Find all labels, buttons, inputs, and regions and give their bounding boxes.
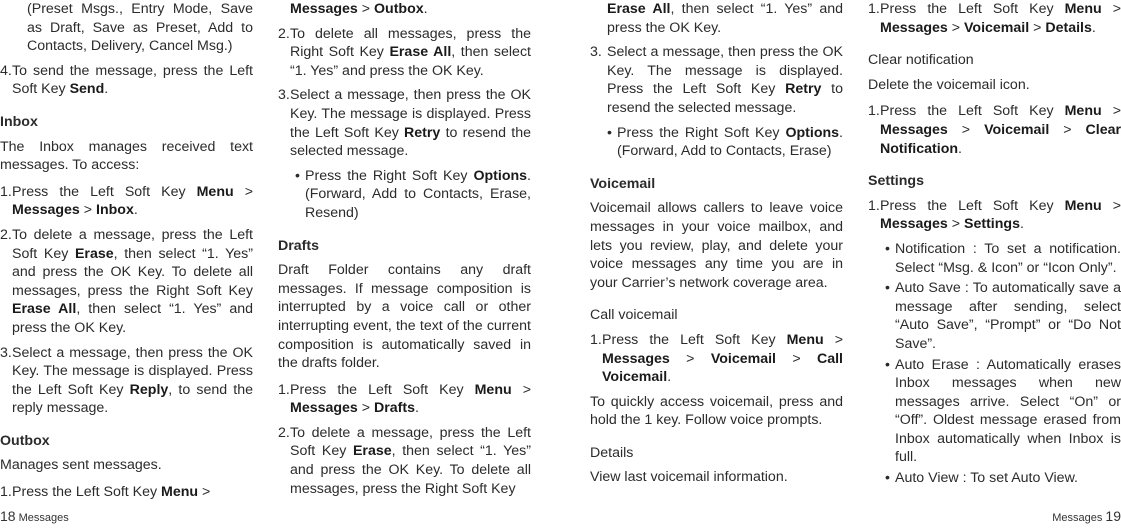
step-text: , then select “1. Yes” and press the OK Key. To delete all messages, press the Right Soft Key: [290, 443, 531, 497]
column-2: [278, 0, 531, 504]
clear-notification-intro: Delete the voicemail icon.: [868, 76, 1030, 93]
inbox-heading: Inbox: [0, 113, 38, 130]
messages-label: Messages: [880, 121, 948, 138]
messages-label: Messages: [880, 216, 948, 233]
options-label: Options: [473, 167, 528, 184]
step-text: >: [947, 216, 964, 233]
voicemail-label: Voicemail: [984, 121, 1050, 138]
step-text: >: [1049, 121, 1086, 138]
bullet-icon: •: [885, 280, 890, 297]
step-text: Press the Left Soft Key: [880, 1, 1065, 17]
step-number: 1.: [868, 197, 880, 214]
step-text: >: [776, 350, 817, 367]
details-step-1: [868, 0, 1121, 37]
step-number: 1.: [0, 183, 12, 200]
send-step: [0, 62, 253, 99]
drafts-label: Drafts: [374, 400, 415, 417]
step-text: to resend the selected message.: [290, 124, 531, 160]
bullet-text: Press the Right Soft Key: [305, 167, 474, 184]
erase-all-label: Erase All: [389, 44, 452, 61]
erase-label: Erase: [74, 245, 114, 262]
outbox-step-2: [278, 25, 531, 81]
step-number: 4.: [0, 62, 12, 79]
bullet-text: Press the Right Soft Key: [617, 124, 786, 141]
drafts-step-2: [278, 424, 531, 498]
call-voicemail-heading: Call voicemail: [590, 307, 678, 324]
page-number-left: 18: [0, 508, 16, 525]
drafts-step-2-continued: [590, 0, 843, 37]
voicemail-label: Voicemail: [964, 19, 1030, 36]
settings-heading: Settings: [868, 173, 924, 190]
step-text: .: [423, 1, 428, 17]
menu-key-label: Menu: [1064, 103, 1102, 120]
details-label: Details: [1045, 19, 1092, 36]
voicemail-label: Voicemail: [710, 350, 776, 367]
messages-label: Messages: [12, 202, 80, 219]
step-number: 3.: [0, 344, 12, 361]
erase-label: Erase: [352, 443, 392, 460]
page-number-right: 19: [1105, 508, 1121, 525]
step-number: 2.: [0, 226, 12, 243]
quick-access-note: To quickly access voicemail, press and hold the 1 key. Follow voice prompts.: [590, 393, 843, 429]
step-text: , then select “1. Yes” and press the OK Key. To delete all messages, press the Right Soft Key: [12, 245, 253, 299]
column-3: [590, 0, 843, 495]
drafts-step-1: [278, 381, 531, 418]
inbox-step-3: [0, 344, 253, 418]
step-text: >: [1101, 103, 1121, 120]
step-text: >: [357, 1, 374, 17]
step-text: .: [1091, 19, 1096, 36]
section-label-left: Messages: [18, 512, 69, 525]
step-text: Select a message, then press the OK Key. The message is displayed. Press the Left Soft Key: [607, 44, 843, 98]
bullet-text: . (Forward, Add to Contacts, Erase, Resend): [305, 167, 531, 221]
bullet-text: Notification : To set a notification. Select “Msg. & Icon” or “Icon Only”.: [895, 240, 1121, 276]
step-text: Select a message, then press the OK Key. The message is displayed. Press the Left Soft Key: [290, 87, 531, 141]
retry-label: Retry: [404, 124, 441, 141]
call-voicemail-label: Call Voicemail: [602, 350, 844, 386]
drafts-options-bullet: [590, 124, 843, 161]
step-number: 1.: [0, 484, 12, 501]
drafts-step-3: [590, 43, 843, 117]
step-text: , then select “1. Yes” and press the OK Key.: [290, 44, 531, 79]
step-number: 3.: [278, 87, 290, 104]
bullet-icon: •: [885, 470, 890, 487]
step-text: >: [511, 381, 531, 398]
footer-right: [1048, 507, 1121, 528]
menu-key-label: Menu: [1064, 197, 1102, 214]
step-text: >: [233, 183, 253, 200]
step-text: , then select “1. Yes” and press the OK Key.: [607, 1, 844, 36]
step-text: >: [1101, 197, 1121, 214]
step-text: to resend the selected message.: [607, 81, 843, 116]
messages-label: Messages: [290, 1, 358, 17]
step-number: 3.: [590, 44, 602, 61]
outbox-label: Outbox: [374, 1, 424, 17]
step-text: Select a message, then press the OK Key. The message is displayed. Press the Left Soft Key: [12, 344, 253, 398]
step-text: .: [667, 369, 672, 386]
settings-label: Settings: [964, 216, 1020, 233]
step-text: .: [133, 202, 138, 219]
outbox-options-bullet: [278, 167, 531, 223]
bullet-text: Auto View : To set Auto View.: [895, 470, 1078, 487]
call-voicemail-step-1: [590, 331, 843, 387]
bullet-icon: •: [885, 240, 890, 257]
auto-save-bullet: [868, 279, 1121, 353]
drafts-intro: Draft Folder contains any draft messages. If message composition is interrupted by a voice call or other interrupting event, the text of the current composition is automatically saved in the drafts folder.: [278, 262, 531, 372]
step-text: Press the Left Soft Key: [602, 331, 787, 348]
messages-label: Messages: [880, 19, 948, 36]
inbox-step-2: [0, 226, 253, 338]
settings-step-1: [868, 197, 1121, 234]
auto-view-bullet: [868, 469, 1121, 488]
step-number: 1.: [590, 331, 602, 348]
step-text: >: [79, 202, 96, 219]
step-text: >: [1101, 1, 1121, 17]
erase-all-label: Erase All: [607, 1, 671, 17]
details-heading: Details: [590, 444, 634, 461]
column-4: [868, 0, 1121, 490]
step-text: , to send the reply message.: [12, 381, 253, 417]
step-text: >: [823, 331, 843, 348]
retry-label: Retry: [785, 81, 822, 98]
clear-notification-label: Clear Notification: [880, 121, 1121, 157]
auto-erase-bullet: [868, 356, 1121, 468]
outbox-intro: Manages sent messages.: [0, 457, 162, 474]
step-number: 1.: [278, 381, 290, 398]
menu-key-label: Menu: [474, 381, 512, 398]
step-text: To delete a message, press the Left Soft Key: [12, 226, 253, 262]
step-text: .: [415, 400, 419, 417]
step-text: Press the Left Soft Key: [880, 197, 1065, 214]
menu-key-label: Menu: [196, 183, 234, 200]
step-text: To delete a message, press the Left Soft Key: [290, 424, 531, 460]
bullet-icon: •: [607, 124, 612, 141]
bullet-icon: •: [885, 356, 890, 373]
send-key-label: Send: [69, 81, 105, 98]
step-text: >: [669, 350, 711, 367]
voicemail-heading: Voicemail: [590, 175, 656, 192]
reply-label: Reply: [129, 381, 169, 398]
clear-notification-heading: Clear notification: [868, 52, 974, 69]
clear-notification-step-1: [868, 102, 1121, 158]
outbox-step-1: [0, 483, 253, 502]
options-continuation: (Preset Msgs., Entry Mode, Save as Draft, Save as Preset, Add to Contacts, Delivery, Cancel Msg.): [27, 1, 253, 55]
footer-left: [0, 507, 73, 528]
step-number: 2.: [278, 25, 290, 42]
inbox-label: Inbox: [96, 202, 134, 219]
step-number: 1.: [868, 103, 880, 120]
column-1: [0, 0, 253, 508]
section-label-right: Messages: [1052, 512, 1103, 525]
step-text: Press the Left Soft Key: [290, 381, 475, 398]
options-label: Options: [785, 124, 840, 141]
step-text: .: [958, 140, 962, 157]
menu-key-label: Menu: [786, 331, 824, 348]
outbox-step-3: [278, 86, 531, 160]
inbox-intro: The Inbox manages received text messages. To access:: [0, 138, 253, 174]
inbox-step-1: [0, 183, 253, 220]
step-text: , then select “1. Yes” and press the OK Key.: [12, 301, 253, 336]
drafts-heading: Drafts: [278, 237, 319, 254]
menu-key-label: Menu: [1064, 1, 1102, 17]
step-text: To send the message, press the Left Soft Key: [12, 62, 253, 98]
step-text: >: [1029, 19, 1046, 36]
step-text: >: [357, 400, 374, 417]
step-text: Press the Left Soft Key: [880, 103, 1065, 120]
voicemail-intro: Voicemail allows callers to leave voice messages in your voice mailbox, and lets you review, play, and delete your voice messages any time you are in your Carrier’s network coverage area.: [590, 200, 843, 291]
step-number: 2.: [278, 424, 290, 441]
step-text: Press the Left Soft Key: [12, 183, 197, 200]
step-text: >: [947, 121, 985, 138]
step-text: To delete all messages, press the Right Soft Key: [290, 25, 531, 61]
step-text: .: [1019, 216, 1024, 233]
bullet-icon: •: [295, 167, 300, 184]
bullet-text: Auto Save : To automatically save a message after sending, select “Auto Save”, “Prompt” or “Do Not Save”.: [895, 280, 1121, 352]
bullet-text: . (Forward, Add to Contacts, Erase): [617, 124, 843, 160]
step-text: >: [198, 484, 211, 501]
notification-bullet: [868, 240, 1121, 277]
messages-label: Messages: [290, 400, 358, 417]
messages-label: Messages: [602, 350, 670, 367]
step-text: .: [104, 81, 109, 98]
outbox-step-1-continued: [278, 0, 531, 19]
erase-all-label: Erase All: [12, 301, 77, 318]
details-text: View last voicemail information.: [590, 469, 788, 486]
outbox-heading: Outbox: [0, 432, 50, 449]
bullet-text: Auto Erase : Automatically erases Inbox messages when new messages arrive. Select “On” or “Off”. Oldest message erased from Inbox automatically when Inbox is full.: [895, 356, 1121, 466]
menu-key-label: Menu: [161, 484, 199, 501]
step-text: >: [947, 19, 964, 36]
step-text: Press the Left Soft Key: [12, 484, 162, 501]
step-number: 1.: [868, 1, 880, 17]
